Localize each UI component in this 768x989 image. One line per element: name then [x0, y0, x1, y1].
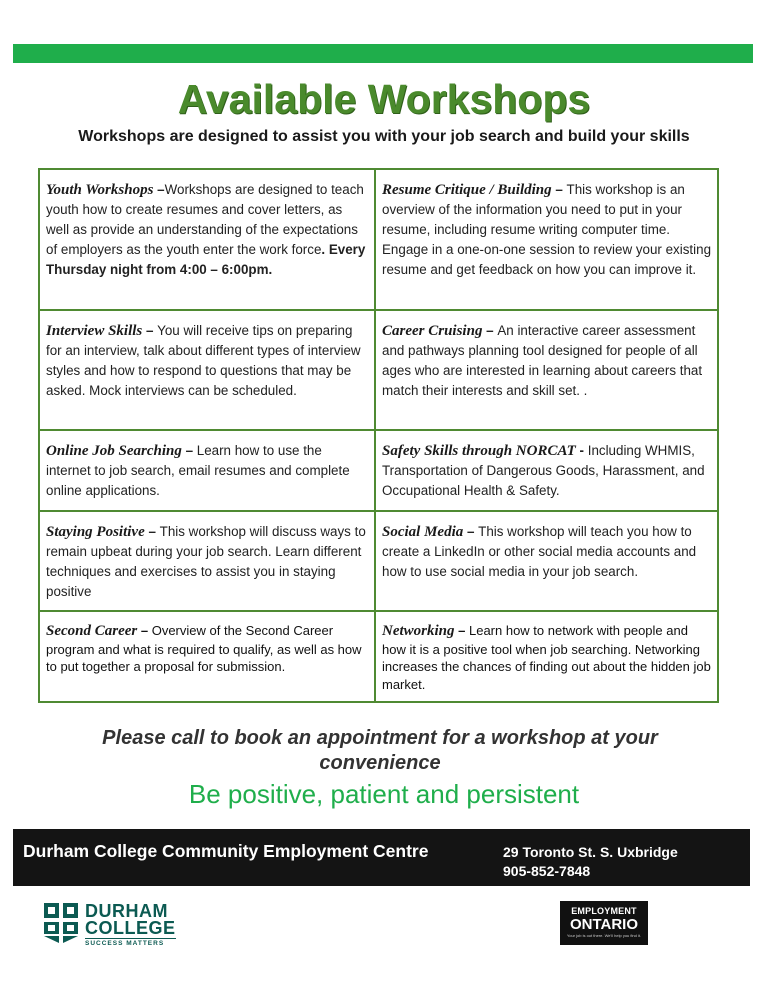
- workshop-description: Learn how to use the internet to job search, email resumes and complete online applications.: [46, 443, 350, 498]
- workshop-schedule: . Every Thursday night from 4:00 – 6:00pm.: [46, 242, 366, 277]
- workshop-cell-career-cruising: [376, 311, 717, 431]
- durham-college-logo: [44, 903, 184, 949]
- workshop-title: Staying Positive: [46, 524, 145, 540]
- eo-logo-line2: ONTARIO: [569, 916, 639, 933]
- durham-college-wordmark: [85, 903, 176, 948]
- workshop-separator: –: [454, 623, 469, 638]
- workshop-title: Online Job Searching: [46, 443, 182, 459]
- workshop-separator: –: [144, 524, 160, 539]
- contact-block: [503, 843, 678, 881]
- workshop-separator: –: [482, 323, 498, 338]
- call-to-action: Please call to book an appointment for a workshop at your convenience: [102, 727, 658, 774]
- workshop-cell-online-job-searching: [40, 431, 376, 512]
- workshop-grid: [38, 168, 719, 703]
- workshop-title: Networking: [382, 623, 455, 639]
- phone-number: 905-852-7848: [503, 863, 591, 879]
- workshop-cell-safety-skills: [376, 431, 717, 512]
- durham-logo-line2: COLLEGE: [85, 918, 176, 938]
- durham-college-shield-icon: [44, 903, 78, 943]
- top-accent-bar: [13, 44, 753, 63]
- workshop-description: You will receive tips on preparing for an interview, talk about different types of interview styles and how to respond to questions that may be asked. Mock interviews can be scheduled.: [46, 323, 361, 398]
- workshop-description: An interactive career assessment and pathways planning tool designed for people of all ages who are interested in learning about careers that match their interests and skill set. .: [382, 323, 703, 398]
- workshop-cell-second-career: [40, 612, 376, 701]
- workshop-title: Social Media: [382, 524, 464, 540]
- footer-bar: [13, 829, 750, 886]
- workshop-title: Safety Skills through NORCAT: [382, 443, 576, 459]
- workshop-separator: –: [153, 182, 165, 197]
- workshop-separator: –: [142, 323, 158, 338]
- workshop-title: Interview Skills: [46, 323, 143, 339]
- page-subtitle: Workshops are designed to assist you with your job search and build your skills: [78, 128, 690, 145]
- workshop-separator: -: [575, 443, 588, 458]
- workshop-cell-networking: [376, 612, 717, 701]
- eo-logo-tagline: Your job is out there. We'll help you find it.: [566, 933, 642, 938]
- workshop-cell-staying-positive: [40, 512, 376, 612]
- workshop-description: Workshops are designed to teach youth how to create resumes and cover letters, as well as provide an understanding of the expectations of employers as the youth enter the work force: [46, 182, 364, 257]
- durham-logo-line1: DURHAM: [85, 901, 168, 921]
- workshop-description: Including WHMIS, Transportation of Dangerous Goods, Harassment, and Occupational Health & Safety.: [382, 443, 705, 498]
- workshop-cell-social-media: [376, 512, 717, 612]
- workshop-title: Resume Critique / Building: [382, 182, 552, 198]
- workshop-cell-resume: [376, 170, 717, 311]
- workshop-description: This workshop will discuss ways to remain upbeat during your job search. Learn different techniques and exercises to assist you in staying positive: [46, 524, 366, 599]
- employment-ontario-logo: [560, 901, 648, 945]
- workshop-title: Second Career: [46, 623, 138, 639]
- eo-logo-line1: EMPLOYMENT: [571, 906, 637, 916]
- workshop-title: Career Cruising: [382, 323, 483, 339]
- workshop-title: Youth Workshops: [46, 182, 154, 198]
- workshop-description: This workshop will teach you how to create a LinkedIn or other social media accounts and how to use social media in your job search.: [382, 524, 697, 579]
- page-title: Available Workshops: [177, 76, 591, 122]
- workshop-description: Overview of the Second Career program and what is required to qualify, as well as how to put together a proposal for submission.: [46, 623, 362, 674]
- address: 29 Toronto St. S. Uxbridge: [503, 844, 678, 860]
- motto: Be positive, patient and persistent: [188, 779, 580, 809]
- workshop-separator: –: [551, 182, 567, 197]
- workshop-description: This workshop is an overview of the information you need to put in your resume, including resume writing computer time. Engage in a one-on-one session to review your existing resume and get feedback on how you can improve it.: [382, 182, 712, 277]
- workshop-cell-interview: [40, 311, 376, 431]
- workshop-separator: –: [181, 443, 197, 458]
- durham-logo-tagline: SUCCESS MATTERS: [85, 938, 176, 948]
- workshop-separator: –: [137, 623, 152, 638]
- workshop-separator: –: [463, 524, 479, 539]
- workshop-cell-youth: [40, 170, 376, 311]
- workshop-description: Learn how to network with people and how it is a positive tool when job searching. Networking increases the chances of finding out about the hidden job market.: [382, 623, 711, 692]
- organization-name: Durham College Community Employment Centre: [23, 841, 429, 861]
